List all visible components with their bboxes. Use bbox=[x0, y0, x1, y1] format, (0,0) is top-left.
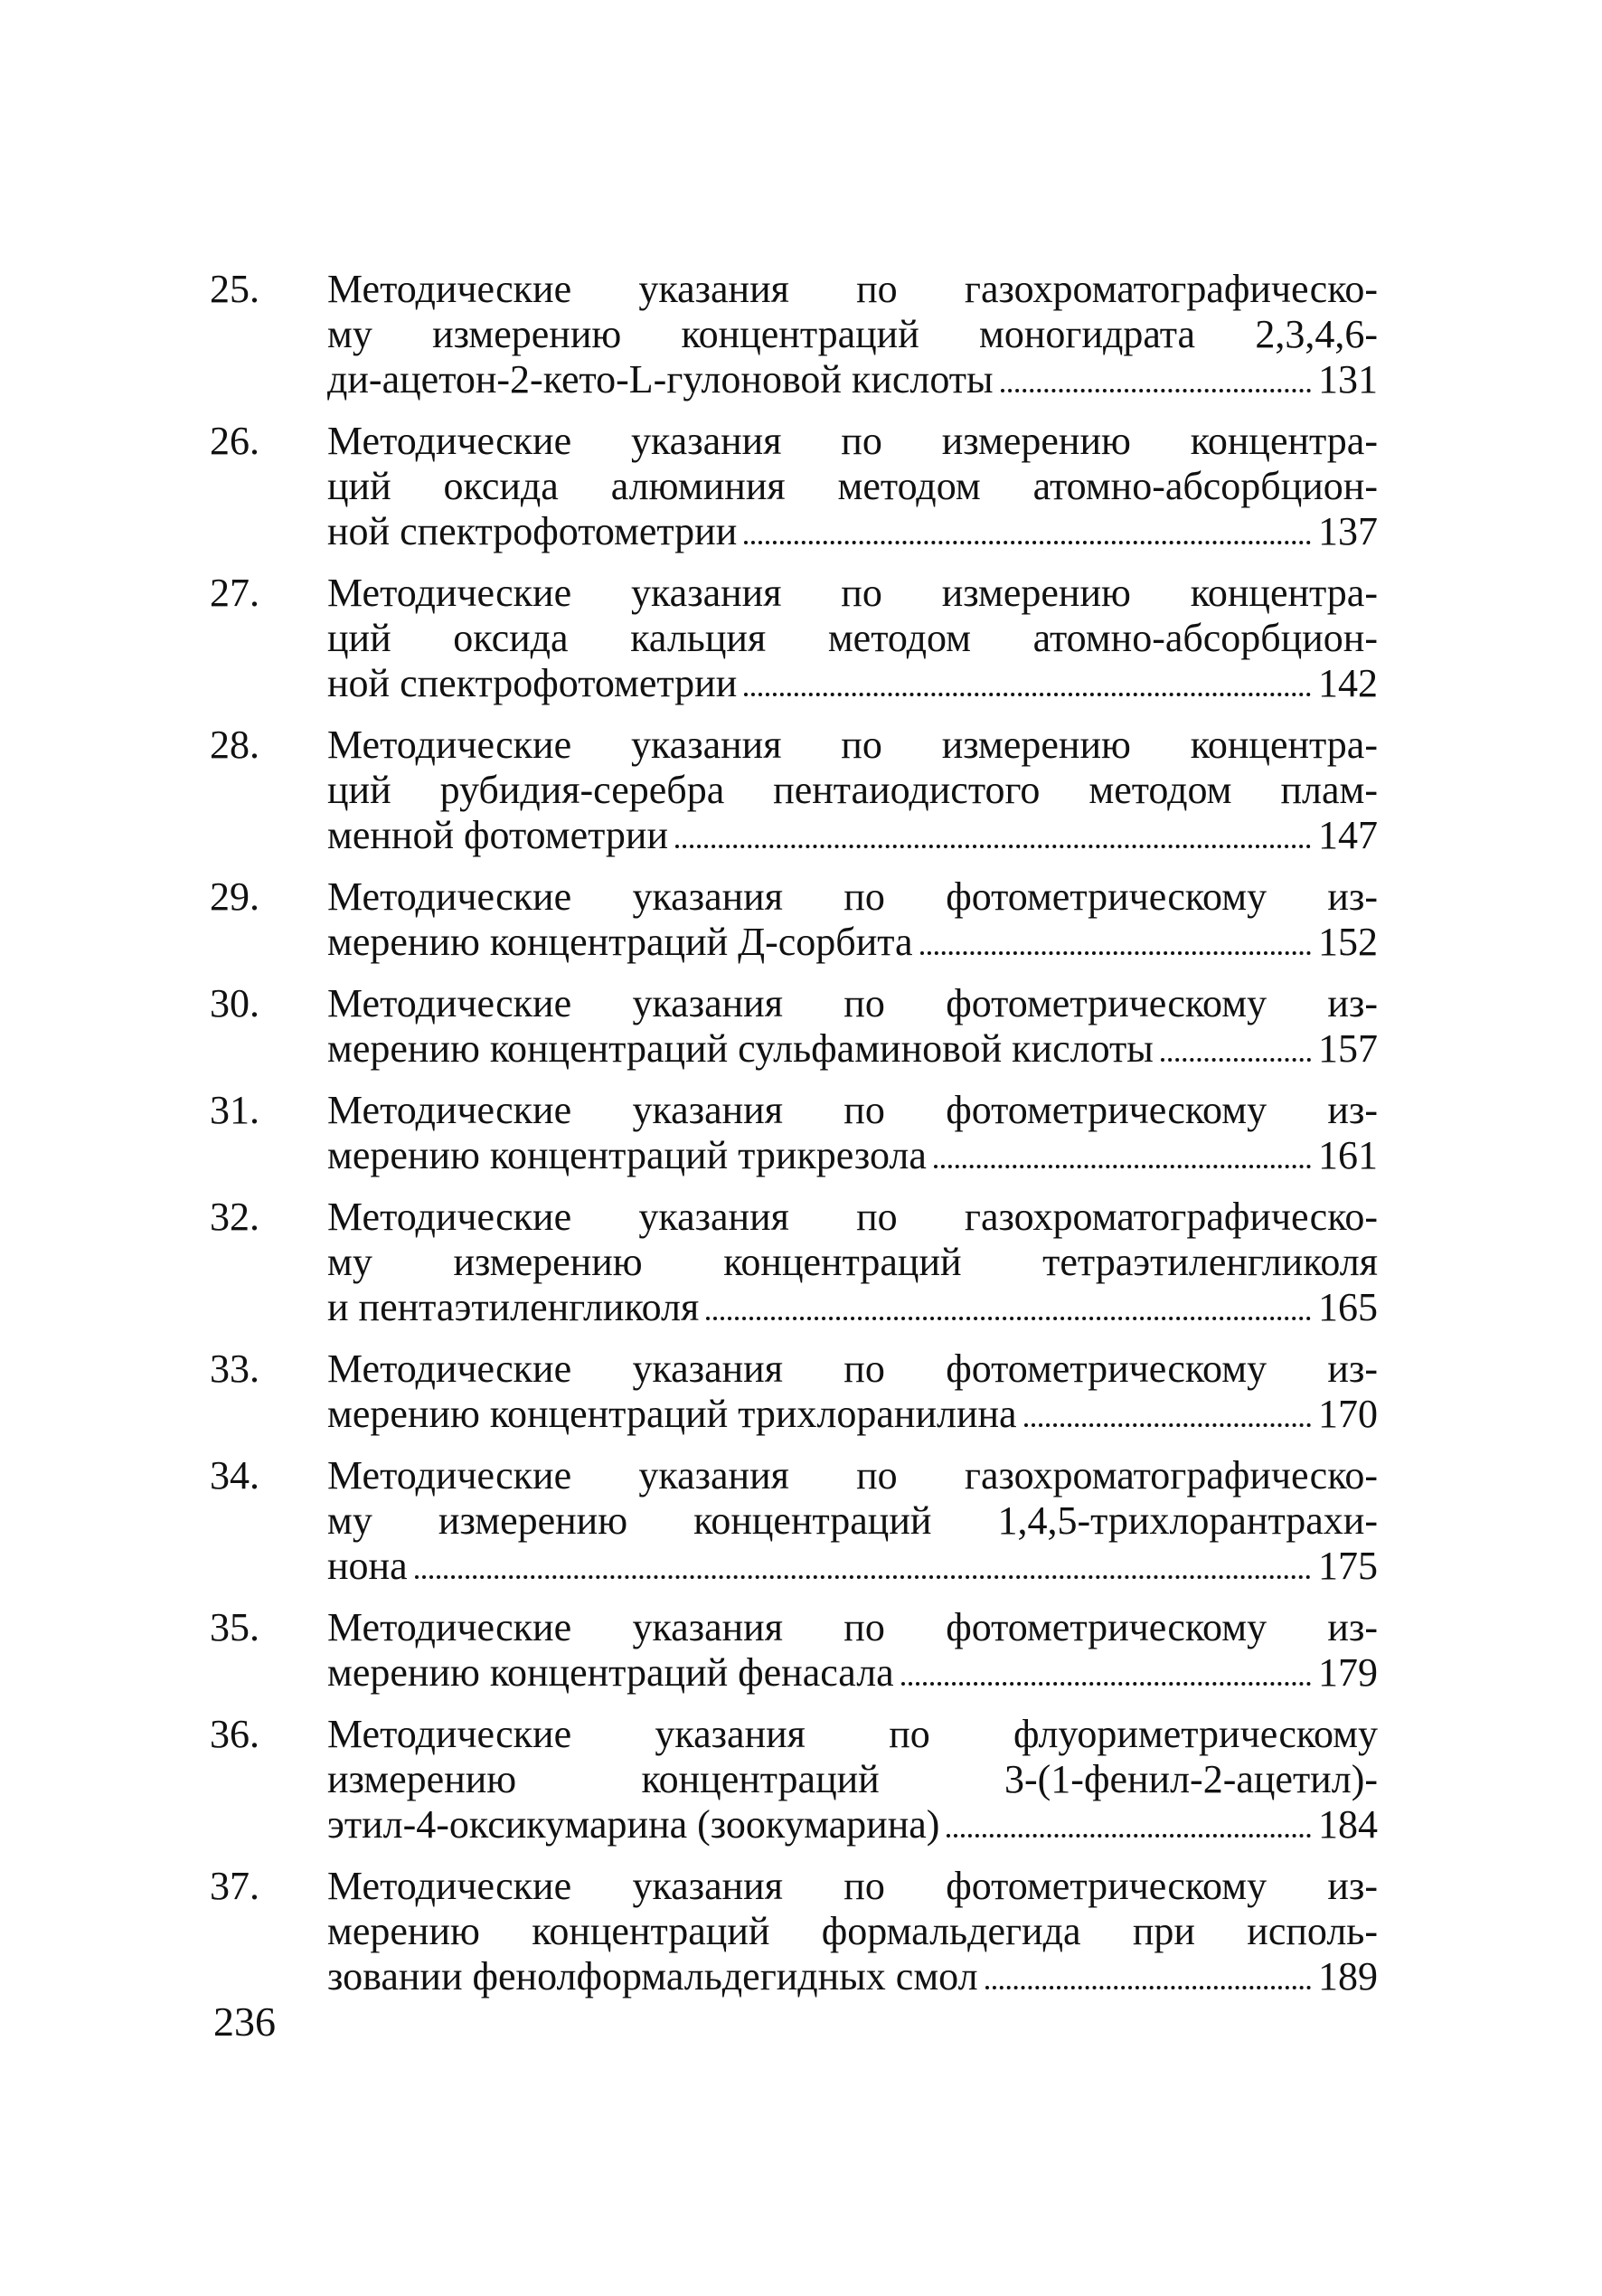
entry-last-line bbox=[327, 1650, 1378, 1696]
entry-title bbox=[327, 1346, 1378, 1437]
toc-entry bbox=[210, 981, 1378, 1072]
entry-title-line: ной спектрофотометрии bbox=[327, 661, 738, 705]
dot-leader bbox=[706, 1317, 1311, 1320]
entry-title-line: му измерению концентраций моногидрата 2,3,4,6- bbox=[327, 312, 1378, 356]
entry-last-line bbox=[327, 1544, 1378, 1589]
entry-title bbox=[327, 1195, 1378, 1330]
entry-page-number: 170 bbox=[1318, 1392, 1378, 1436]
dot-leader bbox=[744, 693, 1311, 696]
toc-entry bbox=[210, 723, 1378, 858]
entry-last-line bbox=[327, 1392, 1378, 1437]
entry-page-number: 152 bbox=[1318, 920, 1378, 964]
entry-number: 30. bbox=[210, 981, 259, 1025]
entry-title bbox=[327, 1605, 1378, 1696]
toc-entry bbox=[210, 874, 1378, 965]
entry-page-number: 142 bbox=[1318, 661, 1378, 705]
entry-number: 33. bbox=[210, 1346, 259, 1391]
entry-title-line: мерению концентраций Д-сорбита bbox=[327, 920, 913, 964]
entry-number: 35. bbox=[210, 1605, 259, 1649]
dot-leader bbox=[415, 1575, 1311, 1579]
entry-last-line bbox=[327, 1802, 1378, 1847]
entry-title bbox=[327, 267, 1378, 402]
dot-leader bbox=[744, 541, 1311, 544]
entry-title-line: Методические указания по газохроматографическо- bbox=[327, 1195, 1378, 1239]
dot-leader bbox=[985, 1986, 1311, 1989]
entry-last-line bbox=[327, 661, 1378, 706]
entry-title-line: мерению концентраций формальдегида при исполь- bbox=[327, 1909, 1378, 1953]
entry-last-line bbox=[327, 1133, 1378, 1178]
entry-title-line: ди-ацетон-2-кето-L-гулоновой кислоты bbox=[327, 357, 994, 402]
entry-title-line: ций оксида кальция методом атомно-абсорбцион- bbox=[327, 616, 1378, 660]
entry-title-line: Методические указания по фотометрическому из- bbox=[327, 1605, 1378, 1649]
entry-page-number: 175 bbox=[1318, 1544, 1378, 1588]
entry-number: 26. bbox=[210, 419, 259, 463]
entry-number: 27. bbox=[210, 571, 259, 615]
entry-title-line: му измерению концентраций тетраэтиленгликоля bbox=[327, 1240, 1378, 1284]
entry-title-line: ной спектрофотометрии bbox=[327, 509, 738, 553]
entry-title-line: Методические указания по измерению концентра- bbox=[327, 571, 1378, 615]
toc-entry bbox=[210, 1088, 1378, 1178]
entry-title-line: Методические указания по фотометрическому из- bbox=[327, 1864, 1378, 1908]
toc-entry bbox=[210, 1605, 1378, 1696]
entry-title-line: мерению концентраций фенасала bbox=[327, 1650, 894, 1695]
dot-leader bbox=[675, 845, 1311, 848]
entry-title-line: Методические указания по фотометрическому из- bbox=[327, 1088, 1378, 1132]
entry-page-number: 161 bbox=[1318, 1133, 1378, 1177]
entry-last-line bbox=[327, 1285, 1378, 1330]
entry-title-line: менной фотометрии bbox=[327, 813, 668, 857]
entry-number: 29. bbox=[210, 874, 259, 919]
entry-title-line: му измерению концентраций 1,4,5-трихлорантрахи- bbox=[327, 1498, 1378, 1543]
entry-title bbox=[327, 571, 1378, 706]
entry-title bbox=[327, 1864, 1378, 1999]
entry-title bbox=[327, 1453, 1378, 1589]
entry-title-line: Методические указания по газохроматографическо- bbox=[327, 1453, 1378, 1498]
entry-title-line: мерению концентраций трихлоранилина bbox=[327, 1392, 1017, 1436]
entry-title-line: ций оксида алюминия методом атомно-абсорбцион- bbox=[327, 464, 1378, 508]
entry-page-number: 165 bbox=[1318, 1285, 1378, 1329]
entry-title-line: мерению концентраций сульфаминовой кислоты bbox=[327, 1026, 1154, 1071]
toc-entry bbox=[210, 1453, 1378, 1589]
dot-leader bbox=[1024, 1423, 1311, 1427]
dot-leader bbox=[947, 1834, 1311, 1838]
entry-page-number: 179 bbox=[1318, 1650, 1378, 1695]
entry-title bbox=[327, 1088, 1378, 1178]
entry-title-line: зовании фенолформальдегидных смол bbox=[327, 1954, 978, 1998]
toc-entry bbox=[210, 419, 1378, 554]
entry-number: 34. bbox=[210, 1453, 259, 1498]
entry-page-number: 137 bbox=[1318, 509, 1378, 553]
dot-leader bbox=[920, 951, 1311, 955]
entry-last-line bbox=[327, 509, 1378, 554]
entry-title-line: измерению концентраций 3-(1-фенил-2-ацетил)- bbox=[327, 1757, 1378, 1801]
entry-title-line: Методические указания по газохроматографическо- bbox=[327, 267, 1378, 311]
page-number: 236 bbox=[213, 1998, 276, 2045]
entry-last-line bbox=[327, 813, 1378, 858]
dot-leader bbox=[901, 1682, 1311, 1686]
entry-title-line: мерению концентраций трикрезола bbox=[327, 1133, 927, 1177]
dot-leader bbox=[1161, 1058, 1311, 1062]
entry-page-number: 147 bbox=[1318, 813, 1378, 857]
toc-entry bbox=[210, 1864, 1378, 1999]
entry-title-line: нона bbox=[327, 1544, 408, 1588]
toc-entry bbox=[210, 1346, 1378, 1437]
entry-number: 37. bbox=[210, 1864, 259, 1908]
entry-title bbox=[327, 981, 1378, 1072]
toc-entry bbox=[210, 1195, 1378, 1330]
entry-title bbox=[327, 1712, 1378, 1847]
entry-last-line bbox=[327, 920, 1378, 965]
entry-page-number: 157 bbox=[1318, 1026, 1378, 1071]
entry-title-line: Методические указания по измерению концентра- bbox=[327, 723, 1378, 767]
toc-entry bbox=[210, 1712, 1378, 1847]
entry-title-line: Методические указания по флуориметрическому bbox=[327, 1712, 1378, 1756]
entry-title bbox=[327, 874, 1378, 965]
dot-leader bbox=[1001, 389, 1311, 392]
entry-page-number: 189 bbox=[1318, 1954, 1378, 1998]
entry-page-number: 131 bbox=[1318, 357, 1378, 402]
entry-title-line: этил-4-оксикумарина (зоокумарина) bbox=[327, 1802, 940, 1847]
entry-number: 28. bbox=[210, 723, 259, 767]
entry-title-line: ций рубидия-серебра пентаиодистого методом плам- bbox=[327, 768, 1378, 812]
entry-number: 31. bbox=[210, 1088, 259, 1132]
toc-entry bbox=[210, 571, 1378, 706]
entry-last-line bbox=[327, 1954, 1378, 1999]
entry-page-number: 184 bbox=[1318, 1802, 1378, 1847]
entry-title-line: Методические указания по фотометрическому из- bbox=[327, 874, 1378, 919]
entry-title bbox=[327, 419, 1378, 554]
entry-number: 32. bbox=[210, 1195, 259, 1239]
dot-leader bbox=[934, 1165, 1311, 1168]
entry-title-line: Методические указания по фотометрическому из- bbox=[327, 981, 1378, 1025]
entry-last-line bbox=[327, 357, 1378, 402]
table-of-contents bbox=[210, 267, 1378, 2016]
entry-number: 25. bbox=[210, 267, 259, 311]
entry-title-line: Методические указания по измерению концентра- bbox=[327, 419, 1378, 463]
entry-title bbox=[327, 723, 1378, 858]
entry-title-line: и пентаэтиленгликоля bbox=[327, 1285, 700, 1329]
toc-entry bbox=[210, 267, 1378, 402]
entry-number: 36. bbox=[210, 1712, 259, 1756]
entry-last-line bbox=[327, 1026, 1378, 1072]
entry-title-line: Методические указания по фотометрическому из- bbox=[327, 1346, 1378, 1391]
